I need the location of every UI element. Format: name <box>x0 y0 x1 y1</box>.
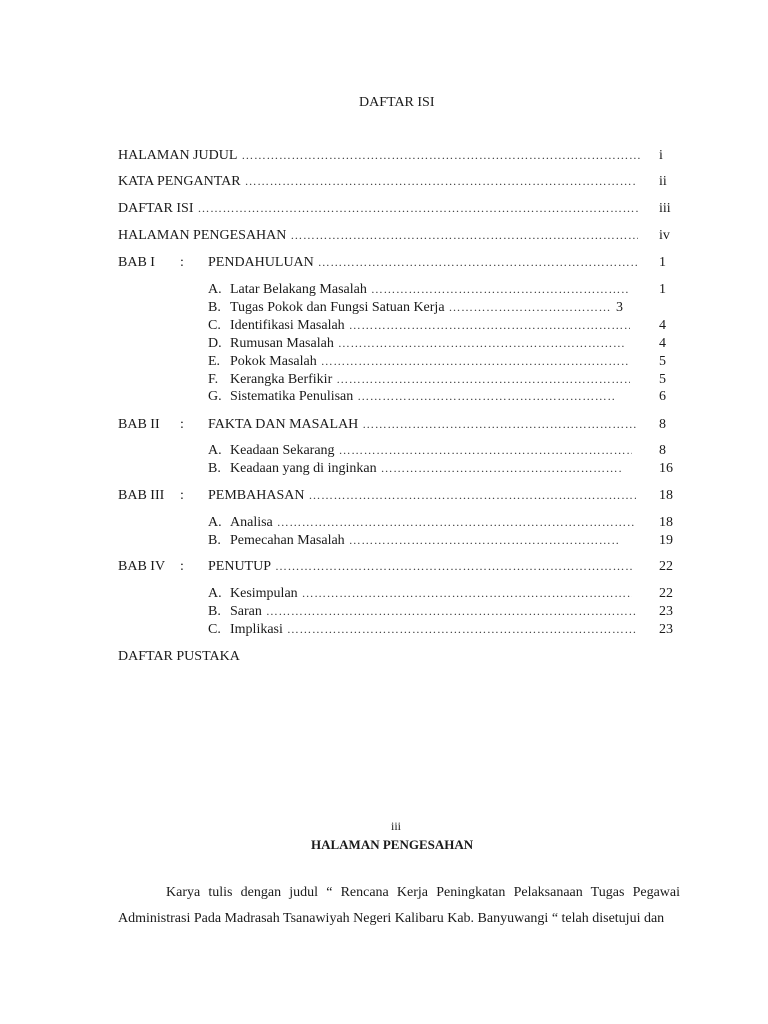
toc-page-number: 1 <box>659 255 666 270</box>
toc-page-number: i <box>659 148 663 163</box>
sub-entry[interactable] <box>230 604 636 620</box>
sub-letter: A. <box>208 515 222 530</box>
toc-page-number: 8 <box>659 417 666 432</box>
toc-entry-label: HALAMAN PENGESAHAN <box>118 228 287 243</box>
toc-page-number: 3 <box>616 300 623 315</box>
toc-entry-halaman-judul[interactable] <box>118 148 640 164</box>
sub-entry-text: Pemecahan Masalah <box>230 533 345 548</box>
chapter-title: FAKTA DAN MASALAH <box>208 417 359 432</box>
sub-entry-text: Implikasi <box>230 622 283 637</box>
chapter-entry-bab-2[interactable] <box>208 417 638 433</box>
chapter-title: PEMBAHASAN <box>208 488 305 503</box>
dot-leader <box>349 318 630 333</box>
sub-entry-text: Pokok Masalah <box>230 354 317 369</box>
toc-page-number: 5 <box>659 354 666 369</box>
sub-letter: C. <box>208 318 221 333</box>
toc-page-number: 6 <box>659 389 666 404</box>
next-page-title: HALAMAN PENGESAHAN <box>311 837 474 852</box>
dot-leader <box>321 354 630 369</box>
sub-entry-text: Keadaan Sekarang <box>230 443 335 458</box>
toc-entry-label: KATA PENGANTAR <box>118 174 241 189</box>
dot-leader <box>362 417 638 432</box>
page-number: iii <box>391 819 402 833</box>
sub-entry[interactable] <box>230 389 616 405</box>
sub-entry[interactable] <box>230 282 628 298</box>
dot-leader <box>338 336 626 351</box>
toc-page-number: ii <box>659 174 667 189</box>
sub-entry-text: Saran <box>230 604 262 619</box>
dot-leader <box>381 461 622 476</box>
sub-letter: A. <box>208 443 222 458</box>
chapter-code: BAB II <box>118 417 160 432</box>
sub-entry[interactable] <box>230 336 626 352</box>
toc-page-number: 4 <box>659 318 666 333</box>
toc-title: DAFTAR ISI <box>359 95 435 110</box>
dot-leader <box>371 282 628 297</box>
dot-leader <box>275 559 634 574</box>
toc-page-number: 23 <box>659 622 673 637</box>
dot-leader <box>302 586 632 601</box>
chapter-entry-bab-4[interactable] <box>208 559 634 575</box>
chapter-code: BAB I <box>118 255 155 270</box>
sub-entry-text: Identifikasi Masalah <box>230 318 345 333</box>
chapter-separator: : <box>180 255 184 270</box>
dot-leader <box>245 174 636 189</box>
dot-leader <box>308 488 636 503</box>
chapter-code: BAB III <box>118 488 165 503</box>
toc-page-number: iv <box>659 228 670 243</box>
chapter-title: PENUTUP <box>208 559 272 574</box>
sub-entry-text: Sistematika Penulisan <box>230 389 354 404</box>
dot-leader <box>277 515 634 530</box>
chapter-code: BAB IV <box>118 559 166 574</box>
sub-entry[interactable] <box>230 318 630 334</box>
sub-letter: B. <box>208 300 221 315</box>
sub-entry[interactable] <box>230 300 610 316</box>
sub-entry[interactable] <box>230 372 630 388</box>
sub-entry[interactable] <box>230 354 630 370</box>
toc-page-number: 5 <box>659 372 666 387</box>
chapter-separator: : <box>180 559 184 574</box>
toc-page-number: 19 <box>659 533 673 548</box>
toc-page-number: 16 <box>659 461 673 476</box>
sub-entry-text: Kesimpulan <box>230 586 298 601</box>
dot-leader <box>349 533 618 548</box>
sub-entry[interactable] <box>230 461 622 477</box>
sub-entry[interactable] <box>230 586 632 602</box>
sub-entry[interactable] <box>230 443 632 459</box>
sub-entry[interactable] <box>230 533 618 549</box>
chapter-title: PENDAHULUAN <box>208 255 314 270</box>
sub-letter: F. <box>208 372 219 387</box>
sub-entry-text: Latar Belakang Masalah <box>230 282 367 297</box>
toc-page-number: 4 <box>659 336 666 351</box>
toc-entry-daftar-isi[interactable] <box>118 201 640 217</box>
sub-entry-text: Rumusan Masalah <box>230 336 334 351</box>
toc-page-number: 8 <box>659 443 666 458</box>
next-page-paragraph: Karya tulis dengan judul “ Rencana Kerja Peningkatan Pelaksanaan Tugas Pegawai Administrasi Pada Madrasah Tsanawiyah Negeri Kalibaru Kab. Banyuwangi “ telah disetujui dan <box>118 885 680 926</box>
chapter-separator: : <box>180 417 184 432</box>
toc-page-number: 22 <box>659 559 673 574</box>
toc-entry-halaman-pengesahan[interactable] <box>118 228 638 244</box>
sub-letter: E. <box>208 354 221 369</box>
dot-leader <box>318 255 638 270</box>
sub-letter: C. <box>208 622 221 637</box>
chapter-separator: : <box>180 488 184 503</box>
toc-page-number: 1 <box>659 282 666 297</box>
dot-leader <box>449 300 610 315</box>
dot-leader <box>339 443 632 458</box>
toc-page-number: 18 <box>659 515 673 530</box>
sub-letter: B. <box>208 604 221 619</box>
sub-entry[interactable] <box>230 515 634 531</box>
dot-leader <box>336 372 630 387</box>
chapter-entry-bab-1[interactable] <box>208 255 638 271</box>
toc-page-number: 23 <box>659 604 673 619</box>
sub-letter: A. <box>208 586 222 601</box>
sub-entry-text: Tugas Pokok dan Fungsi Satuan Kerja <box>230 300 445 315</box>
toc-page-number: iii <box>659 201 671 216</box>
dot-leader <box>241 148 640 163</box>
toc-page-number: 18 <box>659 488 673 503</box>
sub-letter: G. <box>208 389 222 404</box>
sub-letter: D. <box>208 336 222 351</box>
dot-leader <box>266 604 636 619</box>
sub-entry-text: Kerangka Berfikir <box>230 372 333 387</box>
sub-entry-text: Keadaan yang di inginkan <box>230 461 377 476</box>
toc-entry-label: DAFTAR ISI <box>118 201 194 216</box>
sub-letter: B. <box>208 533 221 548</box>
sub-letter: B. <box>208 461 221 476</box>
dot-leader <box>198 201 641 216</box>
sub-entry-text: Analisa <box>230 515 273 530</box>
chapter-entry-bab-3[interactable] <box>208 488 636 504</box>
dot-leader <box>357 389 616 404</box>
toc-page-number: 22 <box>659 586 673 601</box>
dot-leader <box>290 228 638 243</box>
dot-leader <box>287 622 638 637</box>
sub-letter: A. <box>208 282 222 297</box>
toc-entry-label: HALAMAN JUDUL <box>118 148 238 163</box>
toc-entry-kata-pengantar[interactable] <box>118 174 636 190</box>
toc-entry-daftar-pustaka[interactable]: DAFTAR PUSTAKA <box>118 649 240 664</box>
sub-entry[interactable] <box>230 622 638 638</box>
